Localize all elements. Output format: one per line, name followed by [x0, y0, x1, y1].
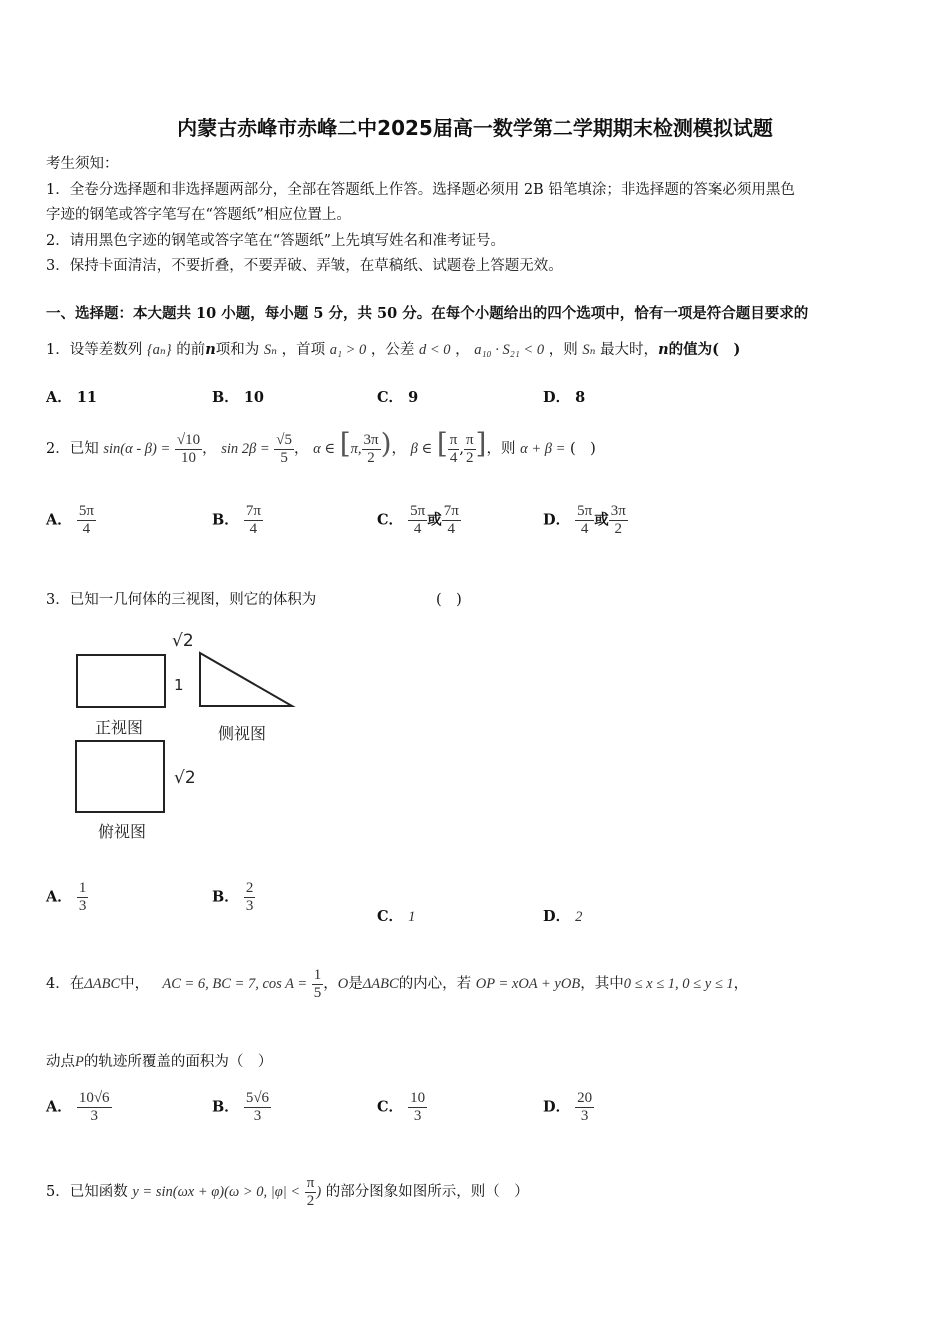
numerator: 5π — [78, 503, 94, 519]
option-label: C． — [377, 511, 404, 529]
q2-sin-expr: sin(α - β) = — [103, 441, 171, 457]
question-5 — [46, 1172, 529, 1212]
q2-comma-1: ， — [202, 441, 217, 457]
q1-option-b[interactable] — [212, 386, 264, 407]
q1-n-2: n — [658, 341, 669, 358]
q2-frac-1 — [175, 432, 202, 467]
q2-frac-2 — [274, 432, 294, 467]
q4-option-b[interactable] — [212, 1090, 271, 1125]
numerator: 20 — [577, 1090, 593, 1106]
numerator: √5 — [276, 431, 292, 448]
option-frac — [244, 880, 256, 915]
q1-text-3: 项和为 — [215, 342, 260, 358]
numerator: 1 — [313, 966, 322, 983]
option-frac — [77, 1090, 112, 1125]
q1-text-5: ，公差 — [370, 342, 415, 358]
q2-option-d[interactable] — [543, 503, 628, 538]
q2-text-2: ，则 — [486, 441, 516, 457]
q2-sum: α + β = — [520, 441, 566, 457]
q1-option-a[interactable] — [46, 386, 97, 407]
bracket-left: [ — [339, 427, 351, 460]
question-1 — [46, 338, 740, 359]
numerator: π — [449, 431, 458, 448]
notice-line-1b: 字迹的钢笔或答字笔写在“答题纸”相应位置上。 — [46, 207, 351, 223]
option-frac — [408, 503, 427, 538]
denominator: 4 — [449, 449, 458, 466]
q4-number: 4． — [46, 976, 70, 992]
option-label: A． — [46, 888, 72, 906]
q2-option-a[interactable] — [46, 503, 96, 538]
q1-n: n — [205, 341, 216, 358]
front-view-rect — [77, 655, 165, 707]
q3-option-a[interactable] — [46, 880, 88, 915]
denominator: 2 — [306, 1192, 315, 1209]
q5-frac — [305, 1175, 317, 1210]
top-view-label: 俯视图 — [98, 822, 147, 841]
denominator: 4 — [82, 521, 91, 537]
q1-text-8: 最大时， — [600, 342, 659, 358]
numerator: π — [465, 431, 474, 448]
option-frac — [77, 503, 96, 538]
q2-number: 2． — [46, 441, 70, 457]
option-label: D． — [543, 908, 571, 925]
option-frac — [244, 503, 263, 538]
option-frac-2 — [609, 503, 628, 538]
denominator: 4 — [580, 521, 589, 537]
option-label: A． — [46, 1098, 72, 1116]
option-label: C． — [377, 389, 404, 406]
top-depth-label: √2 — [174, 768, 196, 788]
q4-triangle-2: ΔABC — [362, 976, 399, 992]
option-value: 10 — [243, 389, 265, 406]
q5-text-2: 的部分图象如图所示，则（ ） — [325, 1184, 529, 1200]
option-label: C． — [377, 908, 404, 925]
numerator: 3π — [363, 431, 379, 448]
q1-d: d < 0 — [419, 342, 451, 358]
q1-sn: Sₙ — [263, 342, 277, 358]
q4-vector-eq: OP = xOA + yOB — [475, 976, 581, 992]
q1-text-2: 的前 — [176, 342, 206, 358]
q4-range: 0 ≤ x ≤ 1, 0 ≤ y ≤ 1 — [623, 976, 734, 992]
numerator: π — [306, 1174, 315, 1191]
q4-text-2: 中， — [120, 976, 150, 992]
q2-paren: ( ) — [569, 441, 596, 457]
q4-p: P — [75, 1054, 84, 1070]
option-frac — [575, 1090, 594, 1125]
denominator: 2 — [367, 449, 375, 466]
bracket-right: ) — [380, 427, 392, 460]
notice-line-3: 3．保持卡面清洁，不要折叠，不要弄破、弄皱，在草稿纸、试题卷上答题无效。 — [46, 258, 563, 274]
q5-close-paren: ) — [316, 1184, 322, 1200]
q2-text-1: 已知 — [69, 441, 99, 457]
q4-o: O — [337, 976, 349, 992]
q5-function: y = sin(ωx + φ)(ω > 0, |φ| < — [132, 1184, 301, 1200]
q4-line-2 — [46, 1050, 272, 1071]
q2-frac-4 — [448, 432, 460, 467]
side-view-label: 侧视图 — [218, 724, 267, 743]
q4-option-c[interactable] — [377, 1090, 427, 1125]
option-value: 2 — [575, 909, 583, 925]
option-label: B． — [212, 511, 239, 529]
numerator: 10√6 — [78, 1090, 110, 1106]
option-label: D． — [543, 389, 571, 406]
option-value: 9 — [408, 389, 419, 406]
option-value: 1 — [408, 909, 416, 925]
notice-heading: 考生须知： — [46, 156, 119, 172]
bracket-left: [ — [436, 427, 448, 460]
top-view-rect — [76, 741, 164, 812]
denominator: 2 — [614, 521, 622, 537]
denominator: 3 — [245, 898, 254, 914]
denominator: 4 — [249, 521, 258, 537]
q2-alpha: α ∈ — [313, 441, 336, 457]
q4-text-7: ， — [733, 976, 749, 992]
option-label: B． — [212, 389, 239, 406]
q2-option-b[interactable] — [212, 503, 263, 538]
option-frac — [408, 1090, 427, 1125]
option-label: A． — [46, 389, 72, 406]
option-frac — [77, 880, 89, 915]
q4-text-5: 的内心，若 — [398, 976, 472, 992]
q1-sn-2: Sₙ — [582, 342, 596, 358]
question-4 — [46, 964, 748, 1004]
numerator: √10 — [176, 431, 201, 448]
q1-option-d[interactable] — [543, 386, 585, 407]
denominator: 3 — [253, 1108, 262, 1124]
q3-option-c[interactable] — [377, 905, 415, 926]
option-or: 或 — [427, 511, 442, 529]
q4-text-4: 是 — [348, 976, 363, 992]
denominator: 4 — [447, 521, 455, 537]
numerator: 1 — [78, 880, 87, 896]
q1-a1: a₁ > 0 — [329, 342, 367, 358]
q4-triangle: ΔABC — [84, 976, 121, 992]
q3-number: 3． — [46, 592, 70, 608]
q2-option-c[interactable] — [377, 503, 461, 538]
q4-text-8: 动点 — [46, 1054, 75, 1070]
option-value: 8 — [575, 389, 586, 406]
q2-comma-2: ， — [293, 441, 309, 457]
q4-text-3: ， — [323, 976, 338, 992]
option-frac — [244, 1090, 271, 1125]
option-label: C． — [377, 1098, 404, 1116]
q5-text-1: 已知函数 — [69, 1184, 128, 1200]
q3-option-b[interactable] — [212, 880, 255, 915]
q4-text-1: 在 — [69, 976, 85, 992]
denominator: 5 — [313, 984, 322, 1001]
q4-option-a[interactable] — [46, 1090, 112, 1125]
q2-frac-3 — [362, 432, 381, 467]
q3-option-d[interactable] — [543, 905, 582, 926]
q2-alpha-low: π, — [350, 441, 362, 457]
q1-number: 1． — [46, 342, 70, 358]
q2-beta: β ∈ — [410, 441, 433, 457]
page-title: 内蒙古赤峰市赤峰二中2025届高一数学第二学期期末检测模拟试题 — [177, 116, 773, 140]
q3-text: 已知一几何体的三视图，则它的体积为 — [69, 592, 317, 608]
denominator: 3 — [413, 1108, 422, 1124]
question-3 — [46, 588, 316, 609]
section-heading: 一、选择题：本大题共 10 小题，每小题 5 分，共 50 分。在每个小题给出的四个选项中，恰有一项是符合题目要求的 — [46, 305, 809, 322]
numerator: 3π — [610, 503, 626, 519]
numerator: 10 — [410, 1090, 426, 1106]
denominator: 5 — [280, 449, 288, 466]
numerator: 7π — [245, 503, 261, 519]
q2-sin2b: sin 2β = — [221, 441, 270, 457]
denominator: 3 — [90, 1108, 98, 1124]
q1-text-9: 的值为( ) — [668, 341, 741, 358]
q1-text-4: ，首项 — [281, 342, 326, 358]
q4-option-d[interactable] — [543, 1090, 594, 1125]
q4-frac — [312, 967, 324, 1002]
denominator: 2 — [466, 449, 474, 466]
numerator: 5π — [577, 503, 593, 519]
q1-text-7: ，则 — [548, 342, 578, 358]
three-view-figure — [60, 620, 310, 850]
q1-option-c[interactable] — [377, 386, 418, 407]
front-view-label: 正视图 — [95, 718, 144, 737]
option-label: D． — [543, 1098, 571, 1116]
option-value: 11 — [76, 389, 98, 406]
option-label: A． — [46, 511, 72, 529]
q5-number: 5． — [46, 1184, 70, 1200]
option-frac — [575, 503, 594, 538]
q1-text-6: ， — [455, 342, 470, 358]
option-label: B． — [212, 1098, 239, 1116]
denominator: 3 — [580, 1108, 589, 1124]
q4-conditions: AC = 6, BC = 7, cos A = — [162, 976, 308, 992]
q4-text-6: ，其中 — [580, 976, 624, 992]
front-height-label: 1 — [174, 676, 184, 694]
question-2: 2．已知 sin(α - β) = $\frac{√10}{10}$ ， sin 2β = $\frac{√5}{5}$ ， α ∈ [π, $\frac{3\pi}{2}$ )， β ∈ [ $\frac{\pi}{4}$ , $\frac{\pi}{2}$ ]，则 α + β = ( ) — [46, 427, 596, 466]
front-width-label: √2 — [172, 631, 194, 651]
q3-paren: ( ) — [436, 592, 462, 608]
q1-seq: {aₙ} — [146, 342, 172, 358]
q4-text-9: 的轨迹所覆盖的面积为（ ） — [83, 1054, 273, 1070]
option-label: B． — [212, 888, 239, 906]
notice-line-2: 2．请用黑色字迹的钢笔或答字笔在“答题纸”上先填写姓名和准考证号。 — [46, 233, 506, 249]
q2-frac-5 — [464, 432, 476, 467]
q1-text-1: 设等差数列 — [69, 342, 143, 358]
denominator: 4 — [413, 521, 422, 537]
numerator: 5π — [410, 503, 426, 519]
option-or: 或 — [594, 511, 609, 529]
denominator: 10 — [180, 449, 196, 466]
numerator: 2 — [245, 880, 254, 896]
option-label: D． — [543, 511, 571, 529]
bracket-right: ] — [475, 427, 487, 460]
q1-prod: a₁₀ · S₂₁ < 0 — [474, 342, 545, 358]
q2-comma-3: ， — [391, 441, 407, 457]
notice-line-1a: 1．全卷分选择题和非选择题两部分，全部在答题纸上作答。选择题必须用 2B 铅笔填涂；非选择题的答案必须用黑色 — [46, 182, 795, 198]
side-view-triangle — [200, 653, 292, 706]
numerator: 7π — [443, 503, 459, 519]
numerator: 5√6 — [245, 1090, 270, 1106]
option-frac-2 — [442, 503, 461, 538]
denominator: 3 — [78, 898, 87, 914]
